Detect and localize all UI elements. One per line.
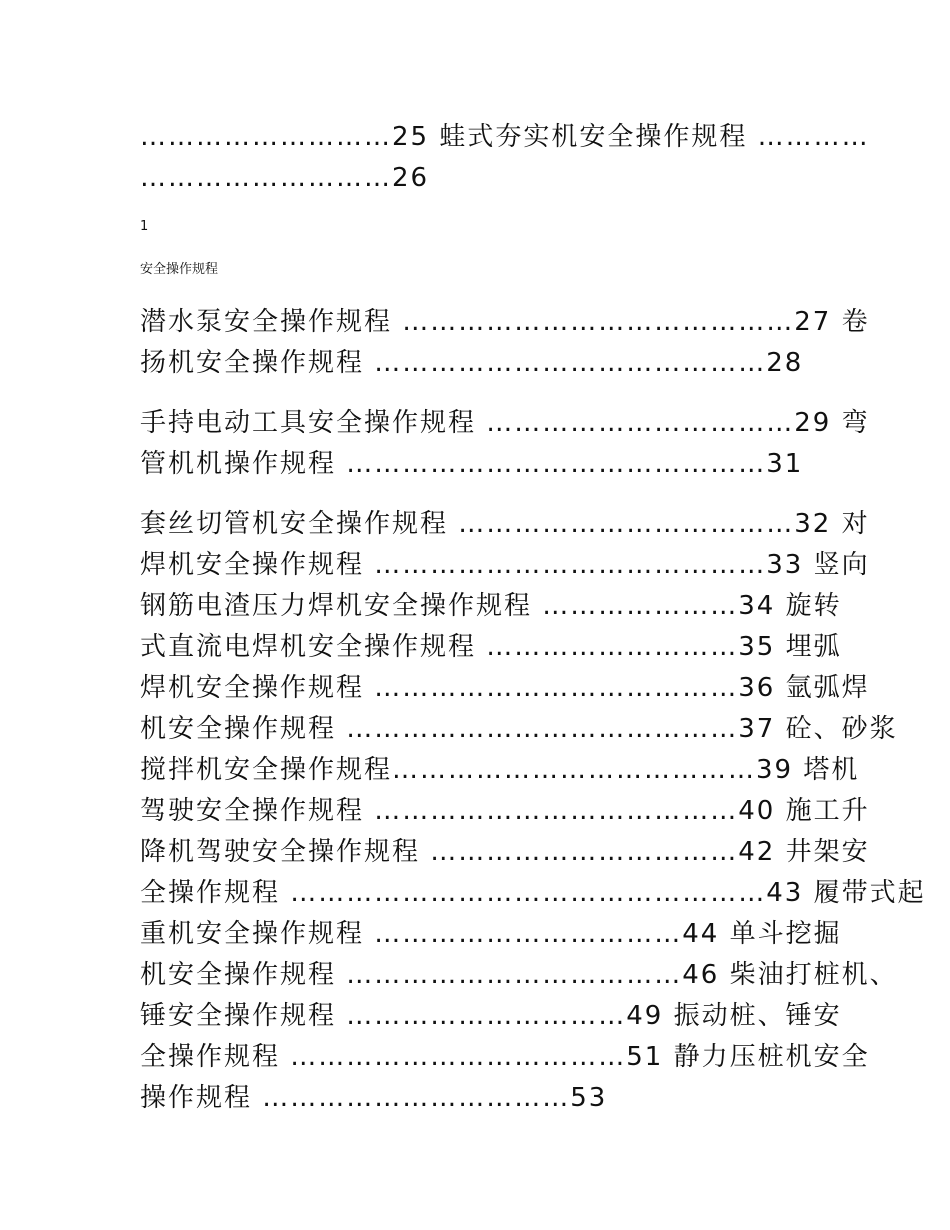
toc-line: 驾驶安全操作规程 …………………………………40 施工升 xyxy=(140,796,870,826)
toc-line: 全操作规程 ………………………………51 静力压桩机安全 xyxy=(140,1042,870,1072)
toc-line: 焊机安全操作规程 ……………………………………33 竖向 xyxy=(140,550,870,580)
toc-line: 焊机安全操作规程 …………………………………36 氩弧焊 xyxy=(140,673,870,703)
toc-line: 搅拌机安全操作规程…………………………………39 塔机 xyxy=(140,755,860,785)
toc-line: 机安全操作规程 ………………………………46 柴油打桩机、 xyxy=(140,960,898,990)
toc-line: ………………………26 xyxy=(140,163,430,193)
toc-line: 锤安全操作规程 …………………………49 振动桩、锤安 xyxy=(140,1001,842,1031)
toc-line: 套丝切管机安全操作规程 ………………………………32 对 xyxy=(140,509,870,539)
toc-line: 扬机安全操作规程 ……………………………………28 xyxy=(140,348,804,378)
toc-line: 操作规程 ……………………………53 xyxy=(140,1083,608,1113)
toc-line: 降机驾驶安全操作规程 ……………………………42 井架安 xyxy=(140,837,870,867)
toc-line: 重机安全操作规程 ……………………………44 单斗挖掘 xyxy=(140,919,842,949)
running-header: 安全操作规程 xyxy=(140,262,219,277)
toc-line: 全操作规程 ……………………………………………43 履带式起 xyxy=(140,878,926,908)
toc-line: 钢筋电渣压力焊机安全操作规程 …………………34 旋转 xyxy=(140,591,842,621)
toc-line: 潜水泵安全操作规程 ……………………………………27 卷 xyxy=(140,307,870,337)
page-number: 1 xyxy=(140,219,149,234)
toc-line: 手持电动工具安全操作规程 ……………………………29 弯 xyxy=(140,408,870,438)
toc-line: 机安全操作规程 ……………………………………37 砼、砂浆 xyxy=(140,714,898,744)
toc-line: ………………………25 蛙式夯实机安全操作规程 ………… xyxy=(140,122,870,152)
toc-line: 式直流电焊机安全操作规程 ………………………35 埋弧 xyxy=(140,632,842,662)
toc-line: 管机机操作规程 ………………………………………31 xyxy=(140,449,804,479)
